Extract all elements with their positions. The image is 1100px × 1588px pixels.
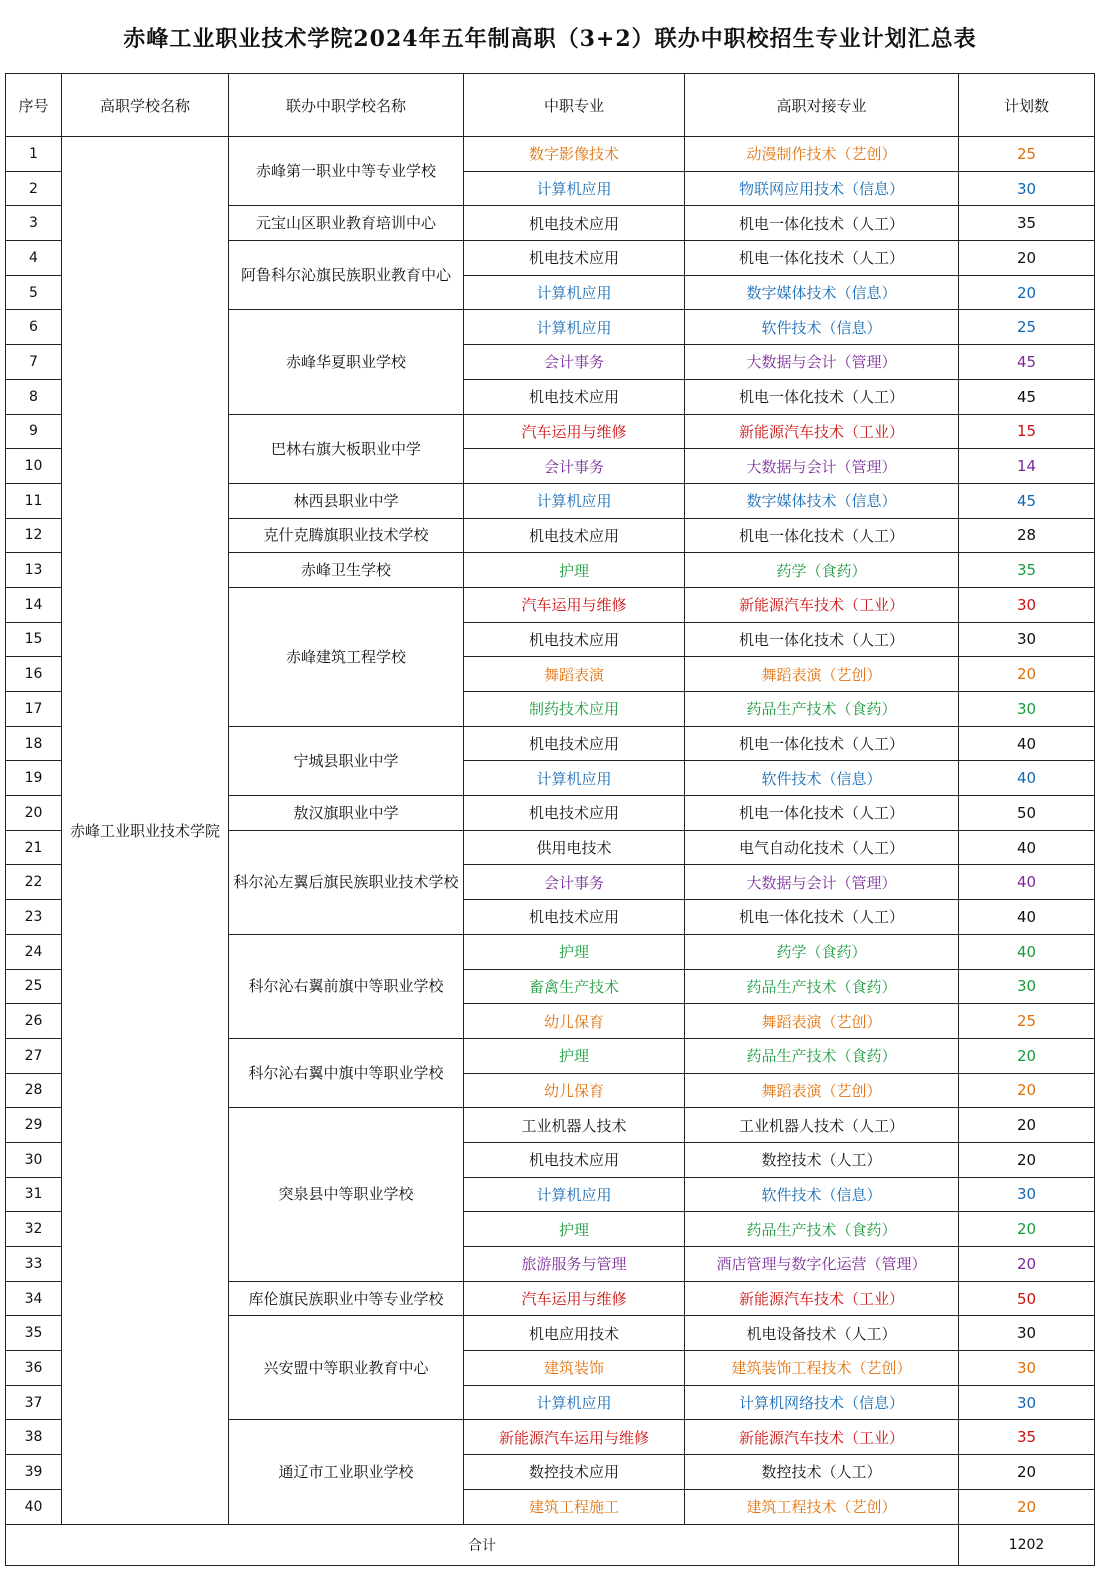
hv-paired-major: 大数据与会计（管理）: [685, 345, 959, 380]
plan-count: 25: [959, 310, 1095, 345]
row-seq: 1: [6, 137, 62, 172]
row-seq: 22: [6, 865, 62, 900]
hv-paired-major: 酒店管理与数字化运营（管理）: [685, 1247, 959, 1282]
hv-paired-major: 大数据与会计（管理）: [685, 449, 959, 484]
enrollment-plan-table: [5, 73, 1095, 1566]
row-seq: 4: [6, 241, 62, 276]
table-row: [6, 137, 1095, 172]
total-row: [6, 1524, 1095, 1565]
plan-count: 20: [959, 1073, 1095, 1108]
plan-count: 20: [959, 657, 1095, 692]
hv-paired-major: 新能源汽车技术（工业）: [685, 414, 959, 449]
secondary-major: 机电技术应用: [464, 206, 685, 241]
plan-count: 30: [959, 1177, 1095, 1212]
header-partner-school: 联办中职学校名称: [229, 74, 464, 137]
hv-paired-major: 建筑装饰工程技术（艺创）: [685, 1351, 959, 1386]
plan-count: 35: [959, 1420, 1095, 1455]
row-seq: 26: [6, 1004, 62, 1039]
secondary-major: 建筑工程施工: [464, 1489, 685, 1524]
plan-count: 14: [959, 449, 1095, 484]
hv-school-name: 赤峰工业职业技术学院: [62, 137, 229, 1525]
row-seq: 17: [6, 692, 62, 727]
hv-paired-major: 机电一体化技术（人工）: [685, 796, 959, 831]
hv-paired-major: 机电一体化技术（人工）: [685, 518, 959, 553]
hv-paired-major: 软件技术（信息）: [685, 310, 959, 345]
hv-paired-major: 物联网应用技术（信息）: [685, 171, 959, 206]
plan-count: 35: [959, 553, 1095, 588]
plan-count: 20: [959, 1212, 1095, 1247]
row-seq: 28: [6, 1073, 62, 1108]
partner-school-name: 元宝山区职业教育培训中心: [229, 206, 464, 241]
partner-school-name: 赤峰卫生学校: [229, 553, 464, 588]
partner-school-name: 宁城县职业中学: [229, 726, 464, 795]
plan-count: 50: [959, 1281, 1095, 1316]
secondary-major: 机电技术应用: [464, 1142, 685, 1177]
secondary-major: 机电技术应用: [464, 518, 685, 553]
secondary-major: 护理: [464, 1212, 685, 1247]
secondary-major: 护理: [464, 553, 685, 588]
row-seq: 7: [6, 345, 62, 380]
secondary-major: 舞蹈表演: [464, 657, 685, 692]
partner-school-name: 林西县职业中学: [229, 483, 464, 518]
secondary-major: 会计事务: [464, 345, 685, 380]
hv-paired-major: 药品生产技术（食药）: [685, 692, 959, 727]
total-value: 1202: [959, 1524, 1095, 1565]
row-seq: 38: [6, 1420, 62, 1455]
row-seq: 33: [6, 1247, 62, 1282]
secondary-major: 数控技术应用: [464, 1455, 685, 1490]
hv-paired-major: 药品生产技术（食药）: [685, 1212, 959, 1247]
secondary-major: 计算机应用: [464, 310, 685, 345]
plan-count: 45: [959, 483, 1095, 518]
partner-school-name: 科尔沁右翼中旗中等职业学校: [229, 1038, 464, 1107]
header-hv-major: 高职对接专业: [685, 74, 959, 137]
plan-count: 30: [959, 1385, 1095, 1420]
plan-count: 40: [959, 726, 1095, 761]
row-seq: 31: [6, 1177, 62, 1212]
plan-count: 20: [959, 275, 1095, 310]
hv-paired-major: 新能源汽车技术（工业）: [685, 1420, 959, 1455]
header-hv-school: 高职学校名称: [62, 74, 229, 137]
plan-count: 40: [959, 761, 1095, 796]
plan-count: 20: [959, 1247, 1095, 1282]
plan-count: 25: [959, 137, 1095, 172]
hv-paired-major: 舞蹈表演（艺创）: [685, 1073, 959, 1108]
partner-school-name: 克什克腾旗职业技术学校: [229, 518, 464, 553]
secondary-major: 计算机应用: [464, 483, 685, 518]
secondary-major: 建筑装饰: [464, 1351, 685, 1386]
plan-count: 35: [959, 206, 1095, 241]
plan-count: 30: [959, 587, 1095, 622]
secondary-major: 幼儿保育: [464, 1004, 685, 1039]
secondary-major: 供用电技术: [464, 830, 685, 865]
hv-paired-major: 软件技术（信息）: [685, 1177, 959, 1212]
row-seq: 8: [6, 379, 62, 414]
plan-count: 40: [959, 934, 1095, 969]
secondary-major: 畜禽生产技术: [464, 969, 685, 1004]
secondary-major: 会计事务: [464, 865, 685, 900]
hv-paired-major: 药品生产技术（食药）: [685, 1038, 959, 1073]
row-seq: 35: [6, 1316, 62, 1351]
partner-school-name: 巴林右旗大板职业中学: [229, 414, 464, 483]
total-label: 合计: [6, 1524, 959, 1565]
row-seq: 36: [6, 1351, 62, 1386]
header-plan: 计划数: [959, 74, 1095, 137]
row-seq: 34: [6, 1281, 62, 1316]
plan-count: 40: [959, 900, 1095, 935]
partner-school-name: 敖汉旗职业中学: [229, 796, 464, 831]
partner-school-name: 赤峰建筑工程学校: [229, 587, 464, 726]
table-header-row: [6, 74, 1095, 137]
secondary-major: 会计事务: [464, 449, 685, 484]
hv-paired-major: 新能源汽车技术（工业）: [685, 1281, 959, 1316]
plan-count: 30: [959, 692, 1095, 727]
plan-count: 30: [959, 1316, 1095, 1351]
partner-school-name: 赤峰华夏职业学校: [229, 310, 464, 414]
secondary-major: 计算机应用: [464, 171, 685, 206]
plan-count: 20: [959, 1108, 1095, 1143]
secondary-major: 旅游服务与管理: [464, 1247, 685, 1282]
row-seq: 37: [6, 1385, 62, 1420]
plan-count: 45: [959, 345, 1095, 380]
row-seq: 16: [6, 657, 62, 692]
plan-count: 15: [959, 414, 1095, 449]
row-seq: 19: [6, 761, 62, 796]
hv-paired-major: 动漫制作技术（艺创）: [685, 137, 959, 172]
plan-count: 30: [959, 171, 1095, 206]
header-sec-major: 中职专业: [464, 74, 685, 137]
row-seq: 30: [6, 1142, 62, 1177]
plan-count: 30: [959, 1351, 1095, 1386]
hv-paired-major: 计算机网络技术（信息）: [685, 1385, 959, 1420]
row-seq: 39: [6, 1455, 62, 1490]
plan-count: 20: [959, 1489, 1095, 1524]
header-seq: 序号: [6, 74, 62, 137]
plan-count: 20: [959, 1142, 1095, 1177]
hv-paired-major: 数字媒体技术（信息）: [685, 483, 959, 518]
secondary-major: 机电技术应用: [464, 241, 685, 276]
hv-paired-major: 软件技术（信息）: [685, 761, 959, 796]
row-seq: 15: [6, 622, 62, 657]
hv-paired-major: 药品生产技术（食药）: [685, 969, 959, 1004]
row-seq: 29: [6, 1108, 62, 1143]
row-seq: 24: [6, 934, 62, 969]
secondary-major: 机电技术应用: [464, 726, 685, 761]
hv-paired-major: 大数据与会计（管理）: [685, 865, 959, 900]
plan-count: 30: [959, 969, 1095, 1004]
row-seq: 6: [6, 310, 62, 345]
plan-count: 40: [959, 865, 1095, 900]
plan-count: 50: [959, 796, 1095, 831]
hv-paired-major: 建筑工程技术（艺创）: [685, 1489, 959, 1524]
row-seq: 12: [6, 518, 62, 553]
partner-school-name: 兴安盟中等职业教育中心: [229, 1316, 464, 1420]
plan-count: 20: [959, 241, 1095, 276]
partner-school-name: 赤峰第一职业中等专业学校: [229, 137, 464, 206]
hv-paired-major: 数字媒体技术（信息）: [685, 275, 959, 310]
plan-count: 40: [959, 830, 1095, 865]
partner-school-name: 科尔沁右翼前旗中等职业学校: [229, 934, 464, 1038]
secondary-major: 计算机应用: [464, 275, 685, 310]
partner-school-name: 通辽市工业职业学校: [229, 1420, 464, 1524]
secondary-major: 机电技术应用: [464, 900, 685, 935]
row-seq: 27: [6, 1038, 62, 1073]
partner-school-name: 科尔沁左翼后旗民族职业技术学校: [229, 830, 464, 934]
partner-school-name: 库伦旗民族职业中等专业学校: [229, 1281, 464, 1316]
hv-paired-major: 数控技术（人工）: [685, 1142, 959, 1177]
row-seq: 23: [6, 900, 62, 935]
row-seq: 5: [6, 275, 62, 310]
row-seq: 25: [6, 969, 62, 1004]
partner-school-name: 阿鲁科尔沁旗民族职业教育中心: [229, 241, 464, 310]
hv-paired-major: 机电设备技术（人工）: [685, 1316, 959, 1351]
row-seq: 2: [6, 171, 62, 206]
page-title: 赤峰工业职业技术学院2024年五年制高职（3+2）联办中职校招生专业计划汇总表: [123, 26, 977, 52]
plan-count: 30: [959, 622, 1095, 657]
hv-paired-major: 舞蹈表演（艺创）: [685, 1004, 959, 1039]
hv-paired-major: 药学（食药）: [685, 934, 959, 969]
hv-paired-major: 工业机器人技术（人工）: [685, 1108, 959, 1143]
row-seq: 32: [6, 1212, 62, 1247]
plan-count: 45: [959, 379, 1095, 414]
secondary-major: 机电技术应用: [464, 796, 685, 831]
row-seq: 11: [6, 483, 62, 518]
secondary-major: 新能源汽车运用与维修: [464, 1420, 685, 1455]
hv-paired-major: 新能源汽车技术（工业）: [685, 587, 959, 622]
hv-paired-major: 机电一体化技术（人工）: [685, 206, 959, 241]
secondary-major: 机电应用技术: [464, 1316, 685, 1351]
secondary-major: 汽车运用与维修: [464, 587, 685, 622]
row-seq: 13: [6, 553, 62, 588]
secondary-major: 机电技术应用: [464, 379, 685, 414]
plan-count: 25: [959, 1004, 1095, 1039]
secondary-major: 汽车运用与维修: [464, 414, 685, 449]
plan-count: 20: [959, 1038, 1095, 1073]
row-seq: 9: [6, 414, 62, 449]
hv-paired-major: 数控技术（人工）: [685, 1455, 959, 1490]
plan-count: 20: [959, 1455, 1095, 1490]
table-body: [6, 137, 1095, 1525]
secondary-major: 数字影像技术: [464, 137, 685, 172]
hv-paired-major: 机电一体化技术（人工）: [685, 379, 959, 414]
secondary-major: 护理: [464, 1038, 685, 1073]
row-seq: 14: [6, 587, 62, 622]
secondary-major: 汽车运用与维修: [464, 1281, 685, 1316]
hv-paired-major: 舞蹈表演（艺创）: [685, 657, 959, 692]
row-seq: 21: [6, 830, 62, 865]
secondary-major: 制药技术应用: [464, 692, 685, 727]
hv-paired-major: 机电一体化技术（人工）: [685, 726, 959, 761]
hv-paired-major: 药学（食药）: [685, 553, 959, 588]
partner-school-name: 突泉县中等职业学校: [229, 1108, 464, 1281]
row-seq: 40: [6, 1489, 62, 1524]
hv-paired-major: 电气自动化技术（人工）: [685, 830, 959, 865]
hv-paired-major: 机电一体化技术（人工）: [685, 900, 959, 935]
row-seq: 10: [6, 449, 62, 484]
hv-paired-major: 机电一体化技术（人工）: [685, 622, 959, 657]
secondary-major: 计算机应用: [464, 1385, 685, 1420]
row-seq: 18: [6, 726, 62, 761]
secondary-major: 护理: [464, 934, 685, 969]
hv-paired-major: 机电一体化技术（人工）: [685, 241, 959, 276]
row-seq: 3: [6, 206, 62, 241]
secondary-major: 机电技术应用: [464, 622, 685, 657]
secondary-major: 计算机应用: [464, 761, 685, 796]
row-seq: 20: [6, 796, 62, 831]
secondary-major: 计算机应用: [464, 1177, 685, 1212]
secondary-major: 工业机器人技术: [464, 1108, 685, 1143]
secondary-major: 幼儿保育: [464, 1073, 685, 1108]
plan-count: 28: [959, 518, 1095, 553]
